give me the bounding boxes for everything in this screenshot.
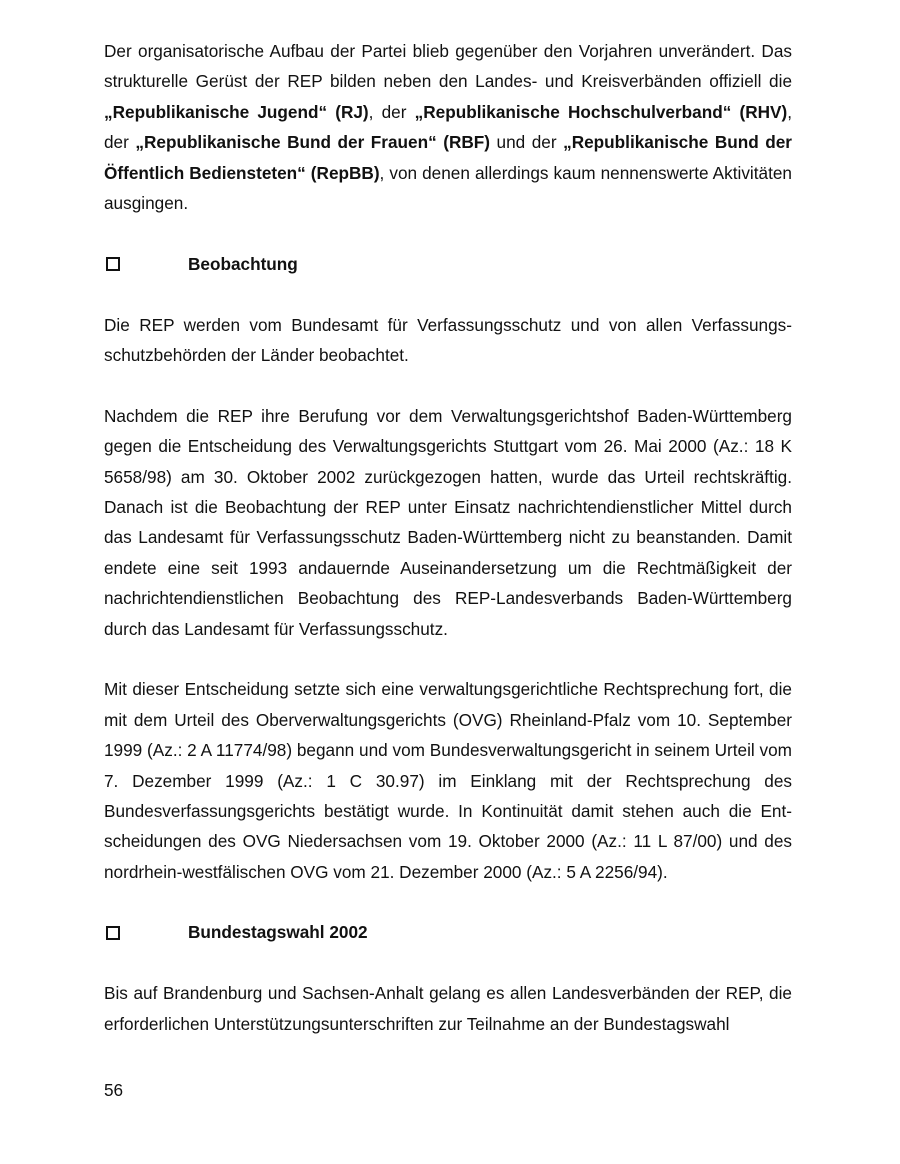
bold-term-rhv: „Republikanische Hochschulverband“ (RHV): [414, 101, 788, 122]
bold-term-repbb: „Republikanische Bund der Öffentlich Bediensteten“ (RepBB): [104, 132, 793, 183]
section-heading-text: Beobachtung: [188, 253, 298, 274]
section-heading-beobachtung: [104, 249, 792, 279]
document-page: [104, 36, 792, 1039]
bold-term-rj: „Republikanische Jugend“ (RJ): [104, 101, 369, 122]
paragraph-text: , von denen allerdings kaum nennenswerte Aktivitäten ausgingen.: [104, 162, 792, 214]
paragraph-text: , der: [104, 101, 793, 153]
checkbox-square-icon: [106, 926, 120, 940]
section-heading-bundestagswahl: [104, 918, 792, 948]
paragraph-text: und der: [490, 132, 564, 153]
paragraph-bundestagswahl: Bis auf Brandenburg und Sachsen-Anhalt gelang es allen Landesverbänden der REP, die erforderlichen Unterstützungsunterschriften zur Teilnahme an der Bundestagswahl: [104, 983, 792, 1034]
section-heading-text: Bundestagswahl 2002: [188, 922, 368, 943]
paragraph-beobachtung: Die REP werden vom Bundesamt für Verfassungsschutz und von allen Verfassungsschutzbehörden der Länder beobachtet.: [104, 314, 792, 366]
paragraph-organisation: [104, 36, 792, 218]
paragraph-text: , der: [368, 101, 415, 122]
paragraph-text: Der organisatorische Aufbau der Partei blieb gegenüber den Vorjahren unverändert. Das strukturelle Gerüst der REP bilden neben den Landes- und Kreisverbänden offiziell die: [104, 41, 792, 92]
page-number: 56: [104, 1080, 124, 1100]
checkbox-square-icon: [106, 257, 120, 271]
paragraph-rechtsprechung: Mit dieser Entscheidung setzte sich eine verwaltungsgerichtliche Rechtsprechung fort, die mit dem Urteil des Oberverwaltungsgerichts (OVG) Rheinland-Pfalz vom 10. September 1999 (Az.: 2 A 11774/98) begann und vom Bundesverwaltungsgericht in seinem Urteil vom 7. Dezember 1999 (Az.: 1 C 30.97) im Einklang mit der Rechtsprechung des Bundesverfassungsgerichts bestätigt wurde. In Kontinuität damit stehen auch die Entscheidungen des OVG Niedersachsen vom 19. Oktober 2000 (Az.: 11 L 87/00) und des nordrhein-westfälischen OVG vom 21. Dezember 2000 (Az.: 5 A 2256/94).: [104, 679, 792, 882]
bold-term-rbf: „Republikanische Bund der Frauen“ (RBF): [135, 132, 490, 153]
paragraph-berufung: Nachdem die REP ihre Berufung vor dem Verwaltungsgerichtshof Baden-Württemberg gegen die Entscheidung des Verwaltungsgerichts Stuttgart vom 26. Mai 2000 (Az.: 18 K 5658/98) am 30. Oktober 2002 zurückgezogen hatten, wurde das Urteil rechtskräftig. Danach ist die Beobachtung der REP unter Einsatz nachrichtendienstlicher Mittel durch das Landesamt für Verfassungsschutz Baden-Württemberg nicht zu beanstanden. Damit endete eine seit 1993 andauernde Auseinandersetzung um die Rechtmäßigkeit der nachrichtendienstlichen Beobachtung des REP-Landesverbands Baden-Württemberg durch das Landesamt für Verfassungsschutz.: [104, 405, 792, 639]
